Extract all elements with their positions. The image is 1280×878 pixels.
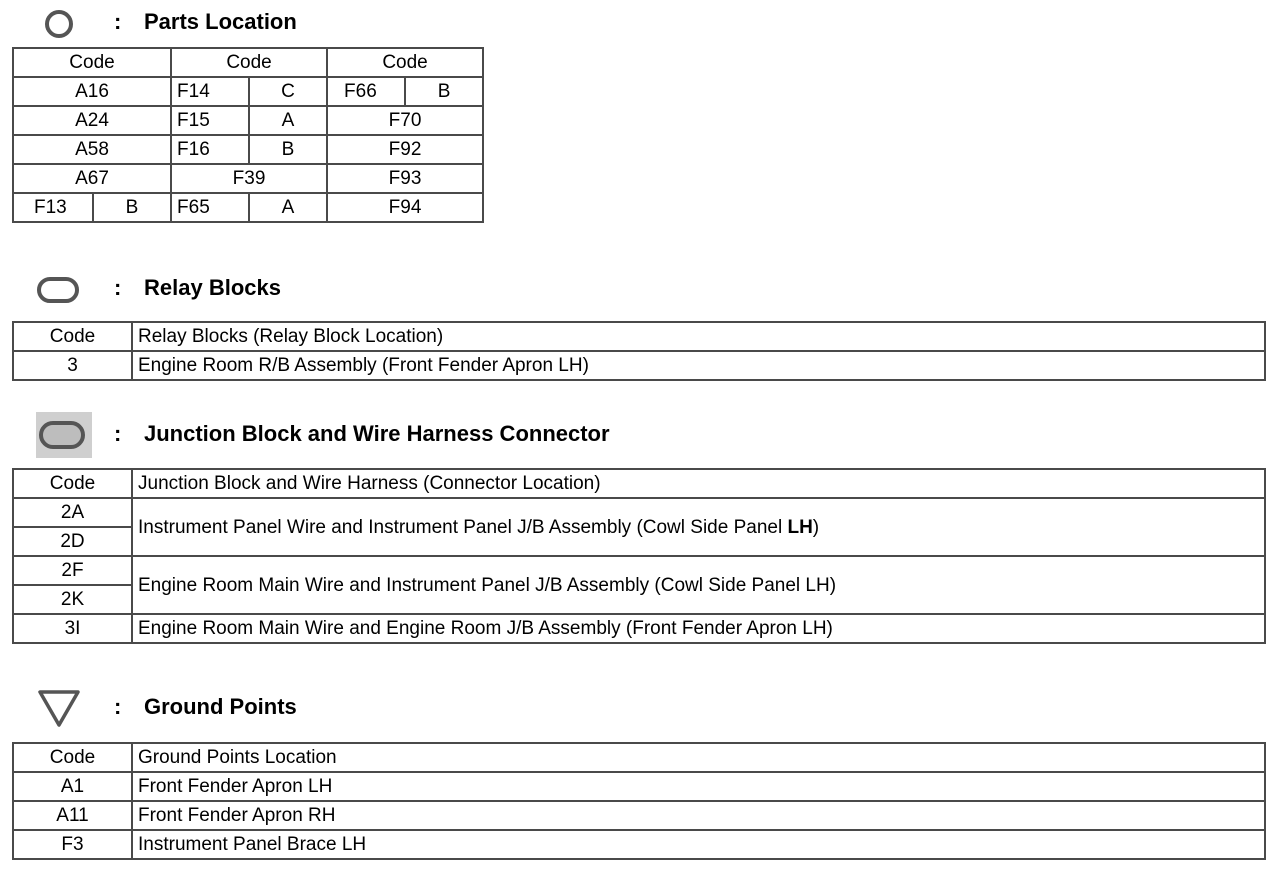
- description-cell: Engine Room Main Wire and Engine Room J/B Assembly (Front Fender Apron LH): [132, 614, 1265, 643]
- code-cell: F92: [327, 135, 483, 164]
- colon: :: [114, 9, 122, 34]
- section-title: Parts Location: [144, 9, 297, 34]
- ground-points-table: [12, 742, 1266, 860]
- colon: :: [114, 694, 122, 719]
- description-cell: Front Fender Apron RH: [132, 801, 1265, 830]
- code-cell: F13: [13, 193, 93, 222]
- code-cell: F16: [171, 135, 249, 164]
- table-row: [13, 772, 1265, 801]
- junction-table: [12, 468, 1266, 644]
- table-row: [13, 106, 483, 135]
- description-cell: Instrument Panel Brace LH: [132, 830, 1265, 859]
- table-header-row: [13, 322, 1265, 351]
- header-cell: Code: [13, 48, 171, 77]
- location-cell: C: [249, 77, 327, 106]
- relay-blocks-header: [0, 270, 1280, 310]
- table-row: [13, 193, 483, 222]
- location-cell: B: [93, 193, 171, 222]
- code-cell: 2A: [13, 498, 132, 527]
- section-title: Ground Points: [144, 694, 297, 719]
- code-cell: A58: [13, 135, 171, 164]
- code-cell: F70: [327, 106, 483, 135]
- description-cell: Front Fender Apron LH: [132, 772, 1265, 801]
- ground-points-header: [0, 689, 1280, 729]
- table-header-row: [13, 469, 1265, 498]
- header-cell: Code: [13, 322, 132, 351]
- code-cell: A11: [13, 801, 132, 830]
- junction-header: [0, 416, 1280, 456]
- code-cell: F65: [171, 193, 249, 222]
- parts-location-table: [12, 47, 484, 223]
- table-row: [13, 801, 1265, 830]
- code-cell: F14: [171, 77, 249, 106]
- shaded-oval-icon: [36, 412, 92, 458]
- code-cell: F66: [327, 77, 405, 106]
- code-cell: 3: [13, 351, 132, 380]
- table-row: [13, 164, 483, 193]
- location-cell: A: [249, 193, 327, 222]
- code-cell: 3I: [13, 614, 132, 643]
- circle-icon: [44, 9, 74, 39]
- header-cell: Junction Block and Wire Harness (Connector Location): [132, 469, 1265, 498]
- header-cell: Code: [327, 48, 483, 77]
- table-row: [13, 556, 1265, 585]
- code-cell: F39: [171, 164, 327, 193]
- location-cell: B: [405, 77, 483, 106]
- table-row: [13, 135, 483, 164]
- description-text: Instrument Panel Wire and Instrument Panel J/B Assembly (Cowl Side Panel: [138, 516, 788, 538]
- table-row: [13, 351, 1265, 380]
- header-cell: Relay Blocks (Relay Block Location): [132, 322, 1265, 351]
- location-cell: B: [249, 135, 327, 164]
- code-cell: A1: [13, 772, 132, 801]
- header-cell: Code: [171, 48, 327, 77]
- table-row: [13, 498, 1265, 527]
- section-title: Relay Blocks: [144, 275, 281, 300]
- relay-blocks-table: [12, 321, 1266, 381]
- table-row: [13, 614, 1265, 643]
- table-header-row: [13, 48, 483, 77]
- code-cell: A24: [13, 106, 171, 135]
- code-cell: F3: [13, 830, 132, 859]
- colon: :: [114, 421, 122, 446]
- description-cell: [132, 498, 1265, 556]
- table-row: [13, 830, 1265, 859]
- code-cell: A16: [13, 77, 171, 106]
- triangle-icon: [36, 687, 82, 731]
- code-cell: 2D: [13, 527, 132, 556]
- code-cell: A67: [13, 164, 171, 193]
- code-cell: 2F: [13, 556, 132, 585]
- rounded-rect-icon: [36, 275, 80, 305]
- description-cell: Engine Room Main Wire and Instrument Panel J/B Assembly (Cowl Side Panel LH): [132, 556, 1265, 614]
- code-cell: F15: [171, 106, 249, 135]
- code-cell: F94: [327, 193, 483, 222]
- header-cell: Ground Points Location: [132, 743, 1265, 772]
- colon: :: [114, 275, 122, 300]
- code-cell: F93: [327, 164, 483, 193]
- location-cell: A: [249, 106, 327, 135]
- header-cell: Code: [13, 469, 132, 498]
- description-cell: Engine Room R/B Assembly (Front Fender Apron LH): [132, 351, 1265, 380]
- table-row: [13, 77, 483, 106]
- description-end-text: ): [812, 516, 820, 538]
- description-bold-text: LH: [787, 516, 813, 538]
- parts-location-header: [0, 4, 1280, 44]
- table-header-row: [13, 743, 1265, 772]
- header-cell: Code: [13, 743, 132, 772]
- code-cell: 2K: [13, 585, 132, 614]
- section-title: Junction Block and Wire Harness Connector: [144, 421, 610, 446]
